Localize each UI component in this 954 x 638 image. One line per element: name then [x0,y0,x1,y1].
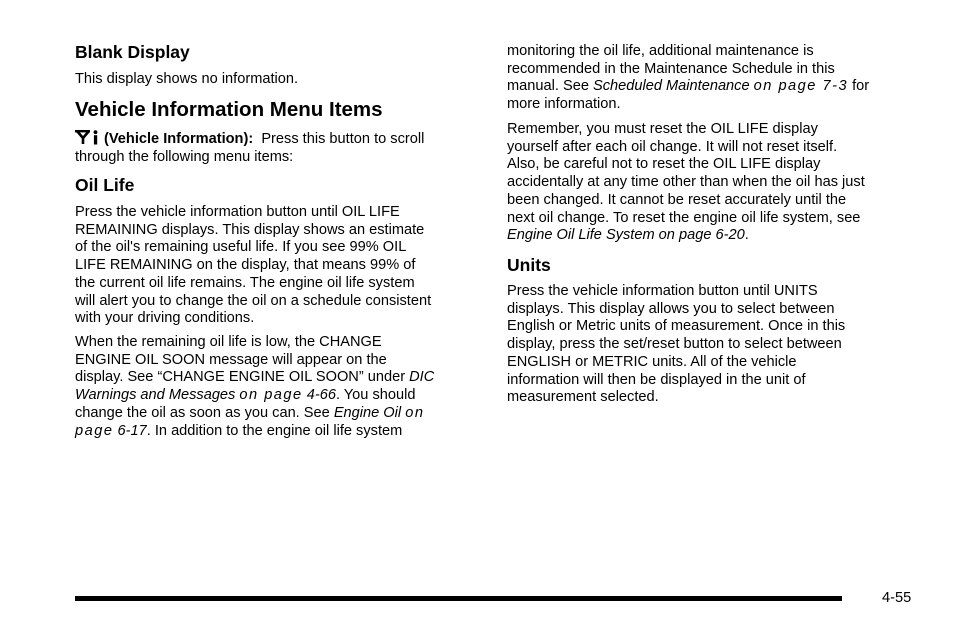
dic-warnings-reference[interactable]: DIC [409,369,435,386]
engine-oil-reference[interactable]: Engine Oil [333,404,406,421]
vehicle-info-menu-heading: Vehicle Information Menu Items [75,98,383,121]
vehicle-info-button-label: (Vehicle Information): [104,131,254,147]
scheduled-maintenance-reference[interactable]: Scheduled Maintenance [593,78,754,95]
vehicle-information-icon [75,130,101,145]
oil-life-paragraph-1: Press the vehicle information button until OIL LIFE REMAINING displays. This display shows an estimate of the oil's remaining useful life. If you see 99% OIL LIFE REMAINING on the display, that means 99% of the current oil life remains. The engine oil life system will alert you to change the oil on a schedule consistent with your driving conditions. [75,204,432,327]
oil-life-paragraph-2: When the remaining oil life is low, the CHANGE ENGINE OIL SOON message will appear on the display. See “CHANGE ENGINE OIL SOON” under DIC Warnings and Messages on page 4-66. You should change the oil as soon as you can. See Engine Oil on page 6-17. In addition to the engine oil life system [75,334,435,439]
engine-oil-life-system-reference[interactable]: Engine Oil Life System on page 6-20 [507,227,745,244]
vehicle-info-button-description: (Vehicle Information): Press this button to scroll through the following menu items: [75,131,425,165]
units-heading: Units [507,255,551,275]
oil-life-heading: Oil Life [75,175,135,195]
page-number: 4-55 [882,590,912,606]
oil-life-continued: monitoring the oil life, additional maintenance is recommended in the Maintenance Schedule in this manual. See Scheduled Maintenance on page 7-3 for more information. [507,43,870,113]
footer-rule [75,596,842,601]
blank-display-heading: Blank Display [75,42,190,62]
blank-display-body: This display shows no information. [75,71,299,87]
units-paragraph: Press the vehicle information button until UNITS displays. This display allows you to select between English or Metric units of measurement. Once in this display, press the set/reset button to select between ENGLISH or METRIC units. All of the vehicle information will then be displayed in the unit of measurement selected. [507,283,846,406]
reset-oil-life-paragraph: Remember, you must reset the OIL LIFE display yourself after each oil change. It will not reset itself. Also, be careful not to reset the OIL LIFE display accidentally at any time other than when the oil has just been changed. It cannot be reset accurately until the next oil change. To reset the engine oil life system, see Engine Oil Life System on page 6-20. [507,121,865,244]
